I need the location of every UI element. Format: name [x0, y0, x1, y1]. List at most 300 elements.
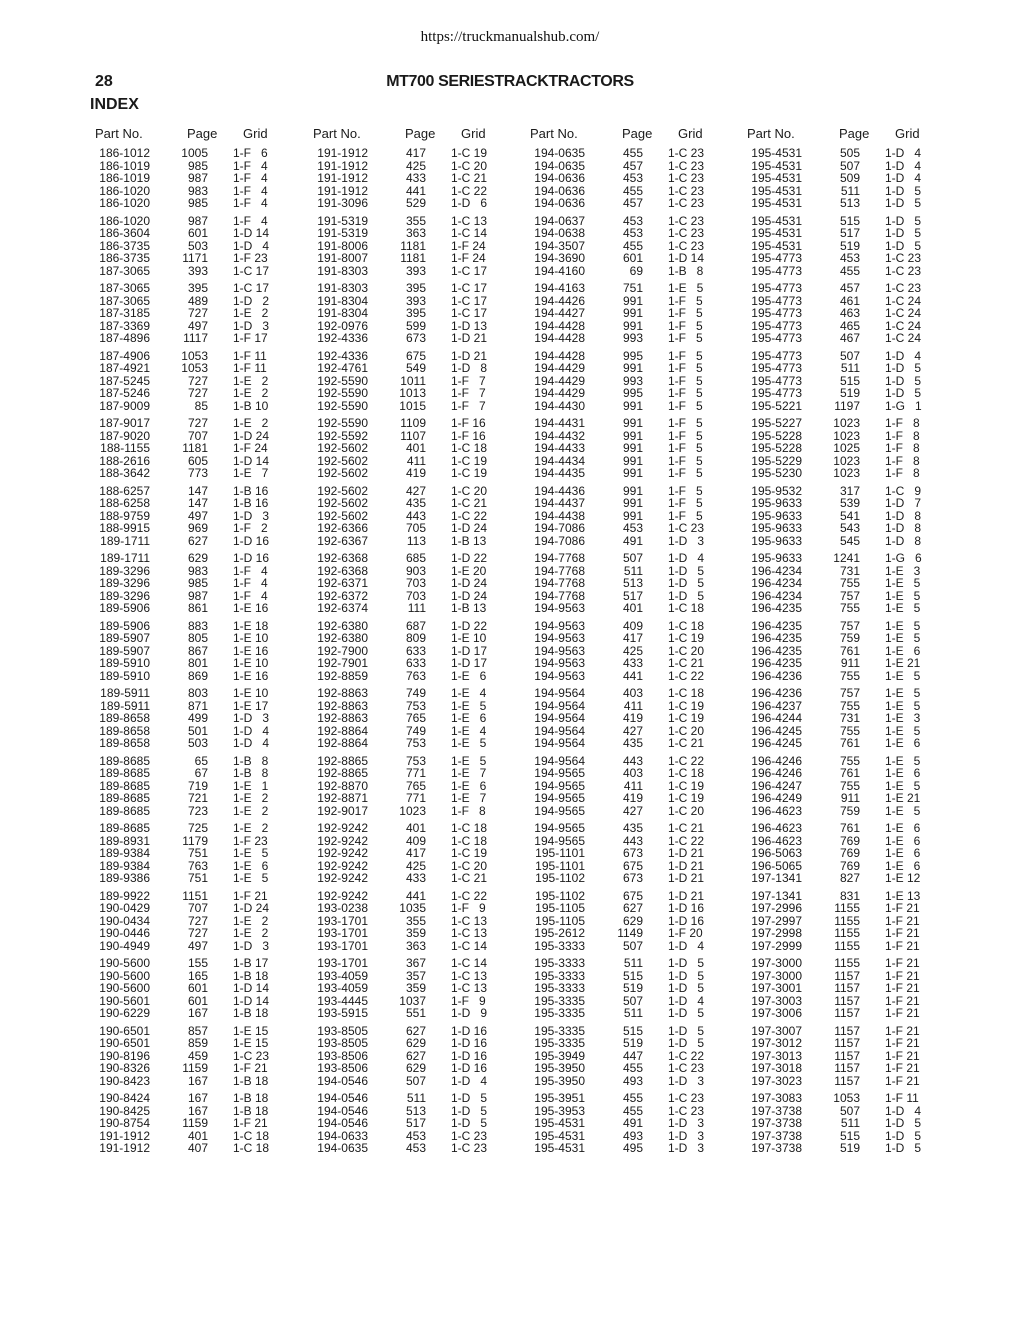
- part-number: 189-9922: [99, 888, 150, 903]
- page-ref: 703: [405, 588, 426, 603]
- part-number: 196-5063: [751, 846, 802, 860]
- index-row: [90, 227, 300, 240]
- entry-group: [525, 417, 735, 480]
- page-ref: 417: [405, 146, 426, 160]
- grid-ref: 1-E 5: [885, 698, 921, 713]
- grid-ref: 1-C 23: [668, 213, 705, 228]
- page-ref: 761: [839, 736, 860, 750]
- index-row: [90, 687, 300, 700]
- page-ref: 515: [622, 968, 643, 983]
- grid-ref: 1-D 5: [668, 1023, 705, 1038]
- entry-group: [308, 282, 518, 345]
- part-number: 195-4531: [534, 1128, 585, 1143]
- part-number: 195-5227: [751, 416, 802, 430]
- entry-group: [742, 890, 952, 953]
- index-row: [308, 172, 518, 185]
- page-ref: 529: [405, 196, 426, 210]
- page-ref: 543: [839, 521, 860, 535]
- entry-group: [525, 620, 735, 683]
- index-row: [742, 387, 952, 400]
- grid-ref: 1-C 22: [668, 833, 705, 848]
- part-number: 194-4429: [534, 386, 585, 400]
- grid-ref: 1-F 24: [451, 238, 486, 253]
- part-number: 190-0434: [99, 913, 150, 928]
- part-number: 187-9017: [99, 416, 150, 430]
- grid-ref: 1-E 4: [451, 686, 487, 700]
- index-row: [308, 1117, 518, 1130]
- entry-group: [525, 822, 735, 885]
- page-ref: 1107: [400, 428, 426, 443]
- grid-ref: 1-D 24: [451, 576, 488, 590]
- grid-ref: 1-F 24: [233, 441, 268, 455]
- index-row: [525, 927, 735, 940]
- index-row: [90, 577, 300, 590]
- part-number: 191-8007: [317, 251, 368, 265]
- entry-group: [308, 755, 518, 818]
- grid-ref: 1-C 21: [451, 871, 488, 885]
- part-number: 196-4246: [751, 766, 802, 780]
- page-ref: 727: [187, 306, 208, 320]
- page-ref: 627: [405, 1048, 426, 1063]
- grid-ref: 1-C 19: [668, 698, 705, 713]
- index-row: [90, 1037, 300, 1050]
- grid-ref: 1-E 7: [451, 791, 487, 805]
- part-number: 195-4531: [751, 213, 802, 228]
- grid-ref: 1-F 5: [668, 416, 703, 430]
- page-ref: 1035: [399, 901, 426, 915]
- part-number: 197-3006: [751, 1006, 802, 1020]
- grid-ref: 1-E 6: [233, 858, 269, 873]
- part-number: 189-8658: [99, 723, 150, 738]
- grid-ref: 1-F 8: [885, 466, 920, 480]
- grid-ref: 1-C 23: [885, 251, 922, 265]
- page-ref: 357: [405, 968, 426, 983]
- part-number: 196-4623: [751, 821, 802, 835]
- page-ref: 629: [405, 1061, 426, 1075]
- part-number: 191-3096: [317, 196, 368, 210]
- grid-ref: 1-D 24: [451, 521, 488, 535]
- part-number: 189-9384: [99, 846, 150, 860]
- part-number: 194-0635: [317, 1141, 368, 1155]
- grid-ref: 1-D 3: [668, 533, 705, 548]
- page-ref: 507: [839, 158, 860, 173]
- part-number: 195-9633: [751, 533, 802, 548]
- grid-ref: 1-D 5: [668, 1036, 705, 1050]
- page-header: Page: [405, 126, 436, 141]
- grid-ref: 1-E 5: [885, 686, 921, 700]
- page-ref: 765: [405, 778, 426, 793]
- entry-group: [742, 1025, 952, 1088]
- page-ref: 453: [405, 1128, 426, 1143]
- page-ref: 759: [839, 631, 860, 645]
- part-number: 192-4761: [317, 361, 368, 375]
- page-ref: 513: [622, 576, 643, 590]
- part-number: 197-2997: [751, 913, 802, 928]
- part-number: 194-9565: [534, 766, 585, 780]
- grid-ref: 1-F 11: [233, 348, 267, 363]
- grid-ref: 1-C 18: [451, 441, 488, 455]
- grid-ref: 1-D 5: [668, 981, 705, 995]
- index-row: [742, 497, 952, 510]
- grid-ref: 1-E 16: [233, 668, 269, 683]
- entry-group: [308, 350, 518, 413]
- part-number: 189-5906: [99, 618, 150, 633]
- page-ref: 707: [187, 428, 208, 443]
- grid-ref: 1-D 4: [885, 348, 922, 363]
- index-row: [90, 1062, 300, 1075]
- grid-ref: 1-D 3: [233, 711, 270, 725]
- part-number: 194-9564: [534, 753, 585, 768]
- grid-ref: 1-D 5: [885, 386, 922, 400]
- page-ref: 633: [405, 656, 426, 670]
- grid-ref: 1-C 24: [885, 306, 922, 320]
- grid-ref: 1-F 21: [885, 1061, 920, 1075]
- entry-group: [308, 147, 518, 210]
- entry-group: [90, 755, 300, 818]
- grid-ref: 1-C 24: [885, 331, 922, 345]
- part-number: 194-9563: [534, 618, 585, 633]
- page-ref: 551: [405, 1006, 426, 1020]
- index-row: [742, 522, 952, 535]
- page-ref: 491: [622, 1116, 643, 1130]
- index-row: [742, 227, 952, 240]
- part-number: 189-8685: [99, 803, 150, 818]
- part-number: 192-6380: [317, 631, 368, 645]
- part-number: 194-0636: [534, 183, 585, 198]
- entry-group: [742, 417, 952, 480]
- index-row: [308, 417, 518, 430]
- index-row: [525, 1007, 735, 1020]
- part-number: 192-6380: [317, 618, 368, 633]
- page-ref: 765: [405, 711, 426, 725]
- part-number: 195-4773: [751, 281, 802, 295]
- part-number: 195-4773: [751, 306, 802, 320]
- grid-ref: 1-C 22: [668, 668, 705, 683]
- page-ref: 1157: [834, 1048, 860, 1063]
- page-ref: 1151: [182, 888, 208, 903]
- grid-ref: 1-D 4: [668, 993, 705, 1008]
- entry-group: [90, 890, 300, 953]
- grid-ref: 1-F 21: [233, 1116, 268, 1130]
- grid-ref: 1-D 6: [451, 196, 488, 210]
- grid-ref: 1-C 17: [233, 281, 270, 295]
- index-row: [525, 602, 735, 615]
- index-row: [525, 252, 735, 265]
- entry-group: [308, 957, 518, 1020]
- page-ref: 455: [622, 183, 643, 198]
- page-ref: 903: [405, 563, 426, 578]
- index-row: [525, 1062, 735, 1075]
- grid-ref: 1-E 2: [233, 803, 269, 818]
- part-number: 192-8871: [317, 791, 368, 805]
- index-row: [742, 332, 952, 345]
- index-row: [308, 670, 518, 683]
- source-url[interactable]: https://truckmanualshub.com/: [420, 29, 600, 45]
- part-number: 189-3296: [99, 588, 150, 603]
- page-ref: 493: [622, 1073, 643, 1088]
- index-row: [308, 265, 518, 278]
- part-number: 193-0238: [317, 901, 368, 915]
- grid-ref: 1-F 21: [885, 1073, 920, 1088]
- page-ref: 755: [839, 753, 860, 768]
- grid-ref: 1-D 21: [451, 348, 488, 363]
- index-row: [525, 1142, 735, 1155]
- page-ref: 409: [622, 618, 643, 633]
- page-ref: 991: [622, 293, 643, 308]
- part-number: 192-8863: [317, 698, 368, 713]
- part-number: 188-6257: [99, 483, 150, 498]
- page-ref: 411: [406, 453, 426, 468]
- grid-ref: 1-B 8: [233, 753, 269, 768]
- page-ref: 363: [405, 938, 426, 953]
- part-number: 194-9564: [534, 736, 585, 750]
- index-row: [742, 737, 952, 750]
- page-ref: 1157: [834, 1061, 860, 1075]
- index-column-2: [308, 126, 518, 1155]
- grid-header: Grid: [243, 126, 268, 141]
- part-number: 193-8505: [317, 1023, 368, 1038]
- part-number: 191-1912: [317, 183, 368, 198]
- page-ref: 401: [187, 1128, 208, 1143]
- grid-ref: 1-D 4: [668, 551, 705, 565]
- part-number: 187-3065: [99, 263, 150, 278]
- grid-ref: 1-B 17: [233, 956, 269, 970]
- index-row: [525, 552, 735, 565]
- part-number: 195-3335: [534, 993, 585, 1008]
- page-ref: 457: [622, 158, 643, 173]
- grid-ref: 1-C 22: [668, 753, 705, 768]
- entry-group: [742, 215, 952, 278]
- index-row: [525, 957, 735, 970]
- page-ref: 751: [622, 281, 643, 295]
- part-number: 194-0636: [534, 196, 585, 210]
- grid-ref: 1-E 5: [885, 803, 921, 818]
- index-row: [308, 147, 518, 160]
- part-number: 189-3296: [99, 576, 150, 590]
- page-ref: 755: [839, 576, 860, 590]
- page-ref: 515: [622, 1023, 643, 1038]
- page-ref: 673: [622, 871, 643, 885]
- grid-ref: 1-D 3: [233, 508, 270, 523]
- part-number: 195-5228: [751, 441, 802, 455]
- part-number: 194-4434: [534, 453, 585, 468]
- page-ref: 517: [405, 1116, 426, 1130]
- index-row: [525, 822, 735, 835]
- entry-group: [308, 687, 518, 750]
- grid-ref: 1-E 12: [885, 871, 921, 885]
- part-number: 196-4245: [751, 736, 802, 750]
- index-row: [742, 417, 952, 430]
- grid-ref: 1-D 21: [668, 846, 705, 860]
- part-number: 190-5600: [99, 968, 150, 983]
- grid-ref: 1-F 16: [451, 416, 486, 430]
- grid-ref: 1-F 5: [668, 293, 703, 308]
- part-number: 195-4773: [751, 331, 802, 345]
- part-number: 194-0635: [534, 158, 585, 173]
- index-row: [308, 902, 518, 915]
- entry-group: [90, 957, 300, 1020]
- part-number: 187-4896: [99, 331, 150, 345]
- part-number: 191-5319: [317, 213, 368, 228]
- grid-ref: 1-F 21: [885, 1006, 920, 1020]
- grid-ref: 1-D 4: [885, 146, 922, 160]
- page-ref: 1023: [833, 428, 860, 443]
- part-number: 194-7768: [534, 576, 585, 590]
- grid-ref: 1-D 4: [233, 723, 270, 738]
- index-row: [90, 1007, 300, 1020]
- grid-ref: 1-B 18: [233, 1006, 269, 1020]
- grid-ref: 1-C 23: [668, 1103, 705, 1118]
- grid-ref: 1-E 2: [233, 791, 269, 805]
- part-number: 189-5911: [100, 686, 150, 700]
- index-row: [742, 442, 952, 455]
- index-row: [90, 332, 300, 345]
- grid-ref: 1-D 5: [668, 588, 705, 603]
- grid-ref: 1-F 5: [668, 398, 703, 413]
- part-number: 195-9633: [751, 496, 802, 510]
- page-ref: 425: [405, 858, 426, 873]
- part-number: 195-9633: [751, 508, 802, 523]
- part-number: 195-4773: [751, 263, 802, 278]
- grid-ref: 1-C 23: [233, 1048, 270, 1063]
- index-row: [742, 712, 952, 725]
- page-ref: 427: [622, 803, 643, 818]
- page-ref: 457: [839, 281, 860, 295]
- grid-ref: 1-F 4: [233, 213, 268, 228]
- part-number: 192-9242: [317, 858, 368, 873]
- index-row: [90, 362, 300, 375]
- page-ref: 725: [187, 821, 208, 835]
- part-number: 195-4531: [751, 226, 802, 240]
- page-ref: 995: [622, 386, 643, 400]
- grid-ref: 1-F 8: [885, 428, 920, 443]
- page-ref: 65: [194, 753, 208, 768]
- grid-ref: 1-D 8: [885, 533, 922, 548]
- part-number: 186-3735: [99, 238, 150, 253]
- grid-ref: 1-F 5: [668, 453, 703, 468]
- grid-ref: 1-F 4: [233, 196, 268, 210]
- part-number: 190-8425: [99, 1103, 150, 1118]
- grid-ref: 1-D 24: [233, 428, 270, 443]
- page-ref: 857: [187, 1023, 208, 1038]
- grid-ref: 1-C 19: [451, 146, 488, 160]
- index-row: [525, 227, 735, 240]
- page-ref: 509: [839, 171, 860, 185]
- part-no-header: Part No.: [747, 126, 795, 141]
- grid-ref: 1-C 23: [668, 1091, 705, 1105]
- index-row: [308, 307, 518, 320]
- grid-ref: 1-E 5: [668, 281, 704, 295]
- grid-ref: 1-D 5: [885, 196, 922, 210]
- index-row: [742, 982, 952, 995]
- page-ref: 395: [405, 306, 426, 320]
- index-row: [742, 362, 952, 375]
- grid-ref: 1-D 16: [668, 913, 705, 928]
- page-ref: 1179: [182, 833, 208, 848]
- page-ref: 497: [187, 318, 208, 333]
- grid-ref: 1-D 24: [233, 901, 270, 915]
- part-number: 195-3335: [534, 1023, 585, 1038]
- part-number: 192-8865: [317, 753, 368, 768]
- entry-group: [525, 552, 735, 615]
- page-ref: 805: [187, 631, 208, 645]
- grid-ref: 1-D 21: [668, 871, 705, 885]
- part-number: 194-9565: [534, 791, 585, 805]
- page-ref: 497: [187, 508, 208, 523]
- grid-ref: 1-C 19: [451, 453, 488, 468]
- grid-ref: 1-C 13: [451, 981, 488, 995]
- page-ref: 991: [622, 361, 643, 375]
- page-ref: 443: [622, 753, 643, 768]
- grid-ref: 1-B 8: [668, 263, 704, 278]
- grid-ref: 1-C 23: [668, 183, 705, 198]
- grid-ref: 1-G 1: [885, 398, 922, 413]
- entry-group: [90, 485, 300, 548]
- index-row: [742, 792, 952, 805]
- page-ref: 969: [187, 521, 208, 535]
- page-ref: 769: [839, 846, 860, 860]
- page-ref: 167: [187, 1073, 208, 1088]
- page-ref: 507: [839, 348, 860, 363]
- part-number: 189-8685: [99, 821, 150, 835]
- part-number: 188-9759: [99, 508, 150, 523]
- page-ref: 993: [622, 331, 643, 345]
- page-ref: 455: [622, 1103, 643, 1118]
- part-number: 188-6258: [99, 496, 150, 510]
- page-ref: 455: [622, 238, 643, 253]
- index-row: [525, 147, 735, 160]
- entry-group: [525, 1092, 735, 1155]
- part-number: 197-3003: [751, 993, 802, 1008]
- grid-ref: 1-F 21: [885, 901, 920, 915]
- grid-ref: 1-F 21: [233, 888, 268, 903]
- grid-ref: 1-E 2: [233, 416, 269, 430]
- part-number: 186-1020: [99, 196, 150, 210]
- page-ref: 443: [405, 508, 426, 523]
- grid-ref: 1-E 6: [451, 778, 487, 793]
- page-ref: 859: [187, 1036, 208, 1050]
- grid-ref: 1-B 8: [233, 766, 269, 780]
- page-ref: 753: [405, 753, 426, 768]
- index-row: [308, 767, 518, 780]
- grid-ref: 1-D 21: [668, 888, 705, 903]
- index-row: [90, 417, 300, 430]
- grid-ref: 1-C 20: [451, 858, 488, 873]
- index-row: [90, 497, 300, 510]
- grid-ref: 1-B 18: [233, 968, 269, 983]
- page-ref: 419: [622, 791, 643, 805]
- grid-ref: 1-D 16: [451, 1048, 488, 1063]
- part-number: 194-4163: [534, 281, 585, 295]
- index-row: [90, 147, 300, 160]
- page-ref: 519: [839, 1141, 860, 1155]
- page-ref: 605: [187, 453, 208, 468]
- index-row: [742, 670, 952, 683]
- grid-ref: 1-D 14: [668, 251, 705, 265]
- page-ref: 1155: [834, 956, 860, 970]
- part-number: 187-4921: [99, 361, 150, 375]
- page-ref: 983: [187, 183, 208, 198]
- index-row: [525, 872, 735, 885]
- grid-ref: 1-B 18: [233, 1073, 269, 1088]
- grid-ref: 1-E 5: [451, 736, 487, 750]
- part-number: 195-3950: [534, 1073, 585, 1088]
- part-number: 195-4531: [751, 171, 802, 185]
- index-row: [525, 1037, 735, 1050]
- part-number: 195-1102: [535, 871, 585, 885]
- grid-ref: 1-F 21: [885, 1036, 920, 1050]
- index-row: [742, 957, 952, 970]
